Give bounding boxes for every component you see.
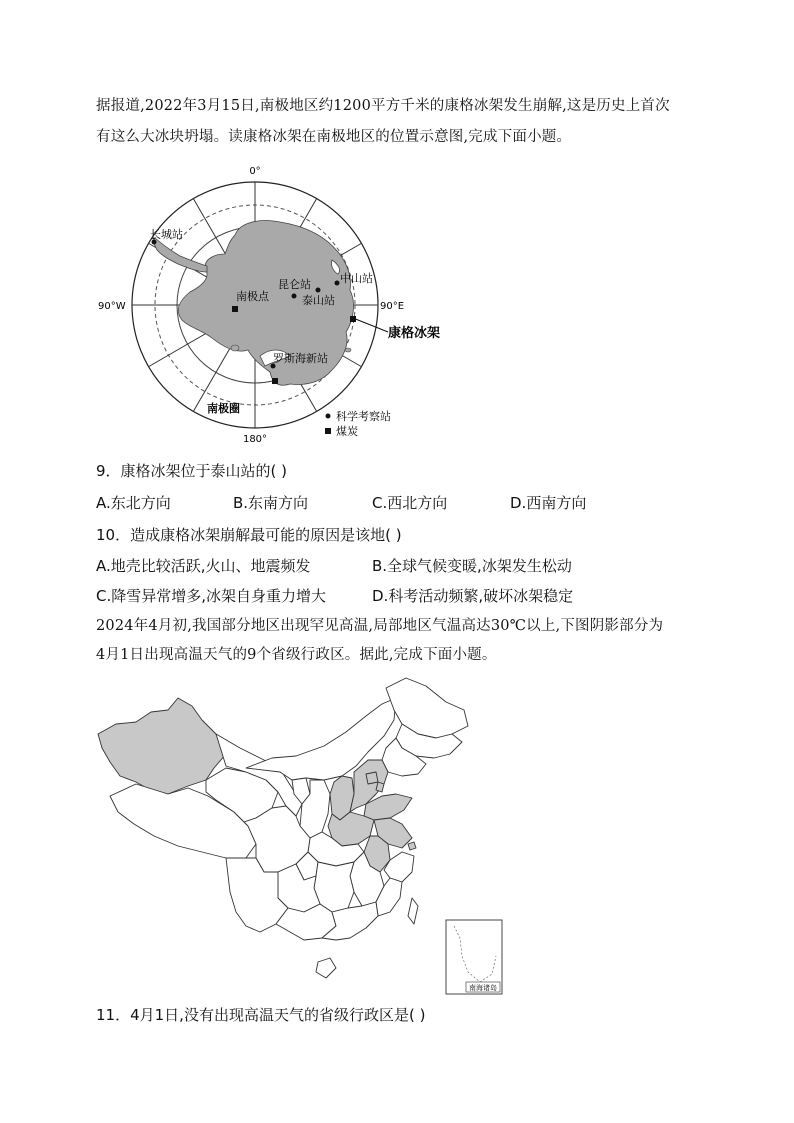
coal-marker	[232, 306, 238, 312]
label-kunlun-station: 昆仑站	[278, 278, 311, 291]
coal-marker	[272, 378, 278, 384]
label-antarctic-circle: 南极圈	[207, 402, 240, 415]
taishan-station-dot	[316, 288, 321, 293]
label-zhongshan-station: 中山站	[340, 272, 373, 285]
intro-line-2: 有这么大冰块坍塌。读康格冰架在南极地区的位置示意图,完成下面小题。	[96, 129, 572, 145]
province-tianjin	[376, 782, 384, 792]
label-south-pole: 南极点	[236, 290, 269, 303]
label-conger-ice-shelf: 康格冰架	[388, 326, 441, 341]
kunlun-station-dot	[292, 294, 297, 299]
province-taiwan	[408, 898, 418, 924]
q10-option-c[interactable]: C.降雪异常增多,冰架自身重力增大	[96, 587, 327, 605]
q9-option-c[interactable]: C.西北方向	[372, 494, 448, 512]
label-0-degree: 0°	[249, 166, 261, 177]
question-9-stem: 9．康格冰架位于泰山站的( )	[96, 462, 288, 480]
province-heilongjiang	[386, 678, 468, 738]
china-map	[96, 676, 506, 998]
legend-station-symbol	[326, 414, 331, 419]
legend-coal-label: 煤炭	[336, 425, 358, 438]
intro2-line-2: 4月1日出现高温天气的9个省级行政区。据此,完成下面小题。	[96, 647, 497, 663]
intro-paragraph-1	[96, 94, 706, 150]
q9-option-b[interactable]: B.东南方向	[233, 494, 309, 512]
island	[231, 345, 239, 351]
island	[345, 348, 351, 352]
intro2-line-1: 2024年4月初,我国部分地区出现罕见高温,局部地区气温高达30℃以上,下图阴影部分为	[96, 618, 664, 634]
label-changcheng-station: 长城站	[150, 228, 183, 241]
legend-station-label: 科学考察站	[336, 410, 391, 423]
intro-paragraph-2	[96, 614, 706, 668]
label-90w: 90°W	[98, 301, 126, 312]
q10-option-b[interactable]: B.全球气候变暖,冰架发生松动	[372, 557, 572, 575]
province-shanghai	[408, 842, 416, 850]
label-180-degree: 180°	[242, 434, 268, 445]
province-hainan	[316, 958, 336, 978]
label-rossea-station: 罗斯海新站	[273, 352, 328, 365]
question-10-stem: 10．造成康格冰架崩解最可能的原因是该地( )	[96, 526, 402, 544]
province-beijing	[366, 772, 378, 784]
inset-label: 南海诸岛	[469, 984, 497, 992]
q10-option-d[interactable]: D.科考活动频繁,破坏冰架稳定	[372, 587, 574, 605]
q9-option-a[interactable]: A.东北方向	[96, 494, 171, 512]
label-90e: 90°E	[380, 301, 405, 312]
label-taishan-station: 泰山站	[302, 294, 335, 307]
q9-option-d[interactable]: D.西南方向	[510, 494, 587, 512]
question-11-stem: 11．4月1日,没有出现高温天气的省级行政区是( )	[96, 1006, 426, 1024]
intro-line-1: 据报道,2022年3月15日,南极地区约1200平方千米的康格冰架发生崩解,这是历史上首次	[96, 98, 670, 114]
legend-coal-symbol	[325, 428, 331, 434]
zhongshan-station-dot	[335, 281, 340, 286]
q10-option-a[interactable]: A.地壳比较活跃,火山、地震频发	[96, 557, 311, 575]
antarctica-map	[98, 160, 490, 445]
